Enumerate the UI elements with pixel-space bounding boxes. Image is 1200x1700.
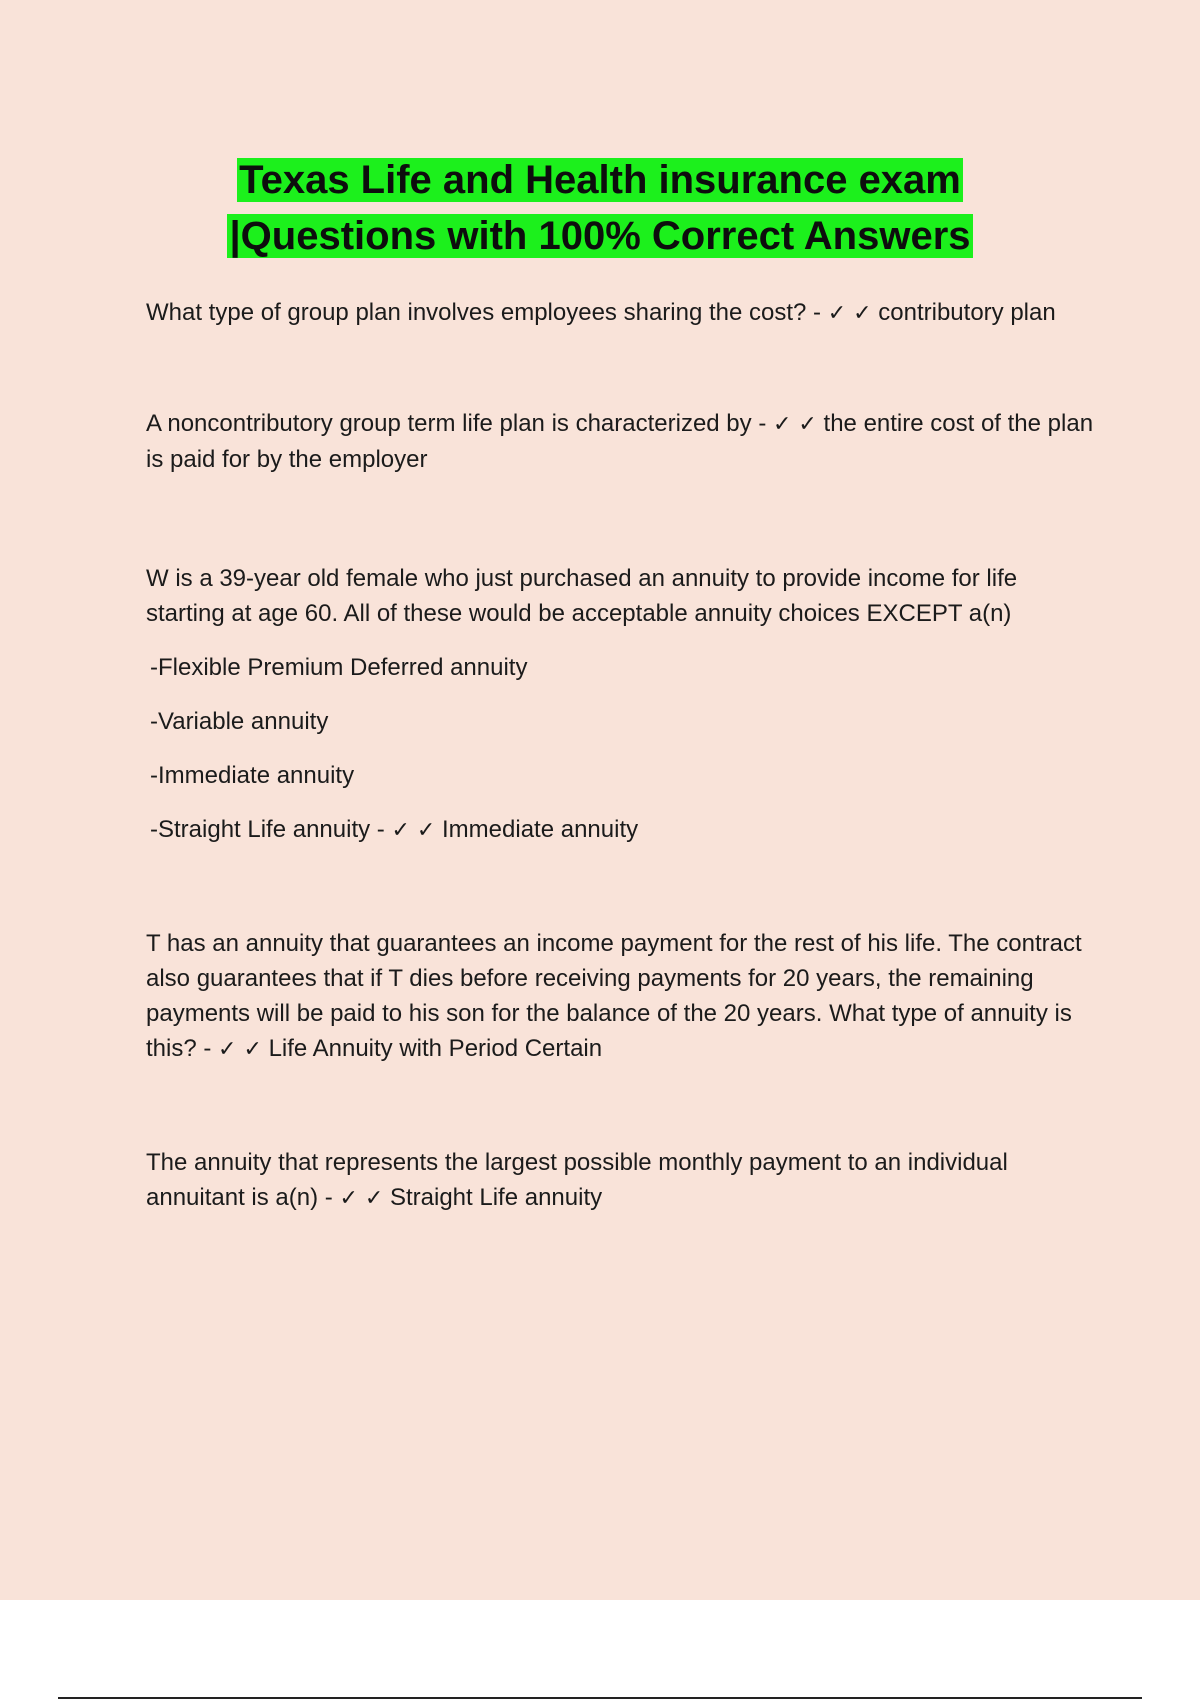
check-icon: ✓ ✓ [827,301,872,326]
option-item: -Immediate annuity [150,762,355,789]
qa-item-1 [146,295,1096,331]
answer-text: Life Annuity with Period Certain [268,1035,603,1062]
question-text: T has an annuity that guarantees an income payment for the rest of his life. The contract also guarantees that if T dies before receiving payments for 20 years, the remaining payments will be paid to his son for the balance of the 20 years. What type of annuity is this? - [146,930,1082,1062]
qa-item-5 [146,1145,1096,1216]
check-icon: ✓ ✓ [391,818,436,843]
footer-divider [58,1697,1142,1699]
check-icon: ✓ ✓ [772,412,817,437]
title-line-2: |Questions with 100% Correct Answers [229,214,971,258]
qa-item-2 [146,406,1096,477]
option-item: -Variable annuity [150,708,329,735]
qa-content [146,295,1096,1216]
title-line-1: Texas Life and Health insurance exam [239,158,961,202]
answer-text: Straight Life annuity [389,1184,603,1211]
check-icon: ✓ ✓ [218,1037,262,1062]
page-title [0,152,1200,264]
qa-item-3 [146,561,1096,848]
answer-text: the entire cost of the plan is paid for by the employer [146,410,1094,473]
option-item: -Flexible Premium Deferred annuity [150,654,528,681]
option-text: -Straight Life annuity - [150,816,385,843]
question-text: W is a 39-year old female who just purchased an annuity to provide income for life starting at age 60. All of these would be acceptable annuity choices EXCEPT a(n) [146,565,1018,627]
question-text: What type of group plan involves employees sharing the cost? - [146,299,822,326]
qa-item-4 [146,926,1096,1067]
answer-text: Immediate annuity [442,816,639,843]
option-item-with-answer [150,813,1096,848]
question-text: The annuity that represents the largest possible monthly payment to an individual annuitant is a(n) - [146,1149,1008,1211]
question-text: A noncontributory group term life plan is characterized by - [146,410,767,437]
answer-text: contributory plan [878,299,1056,326]
check-icon: ✓ ✓ [339,1186,384,1211]
